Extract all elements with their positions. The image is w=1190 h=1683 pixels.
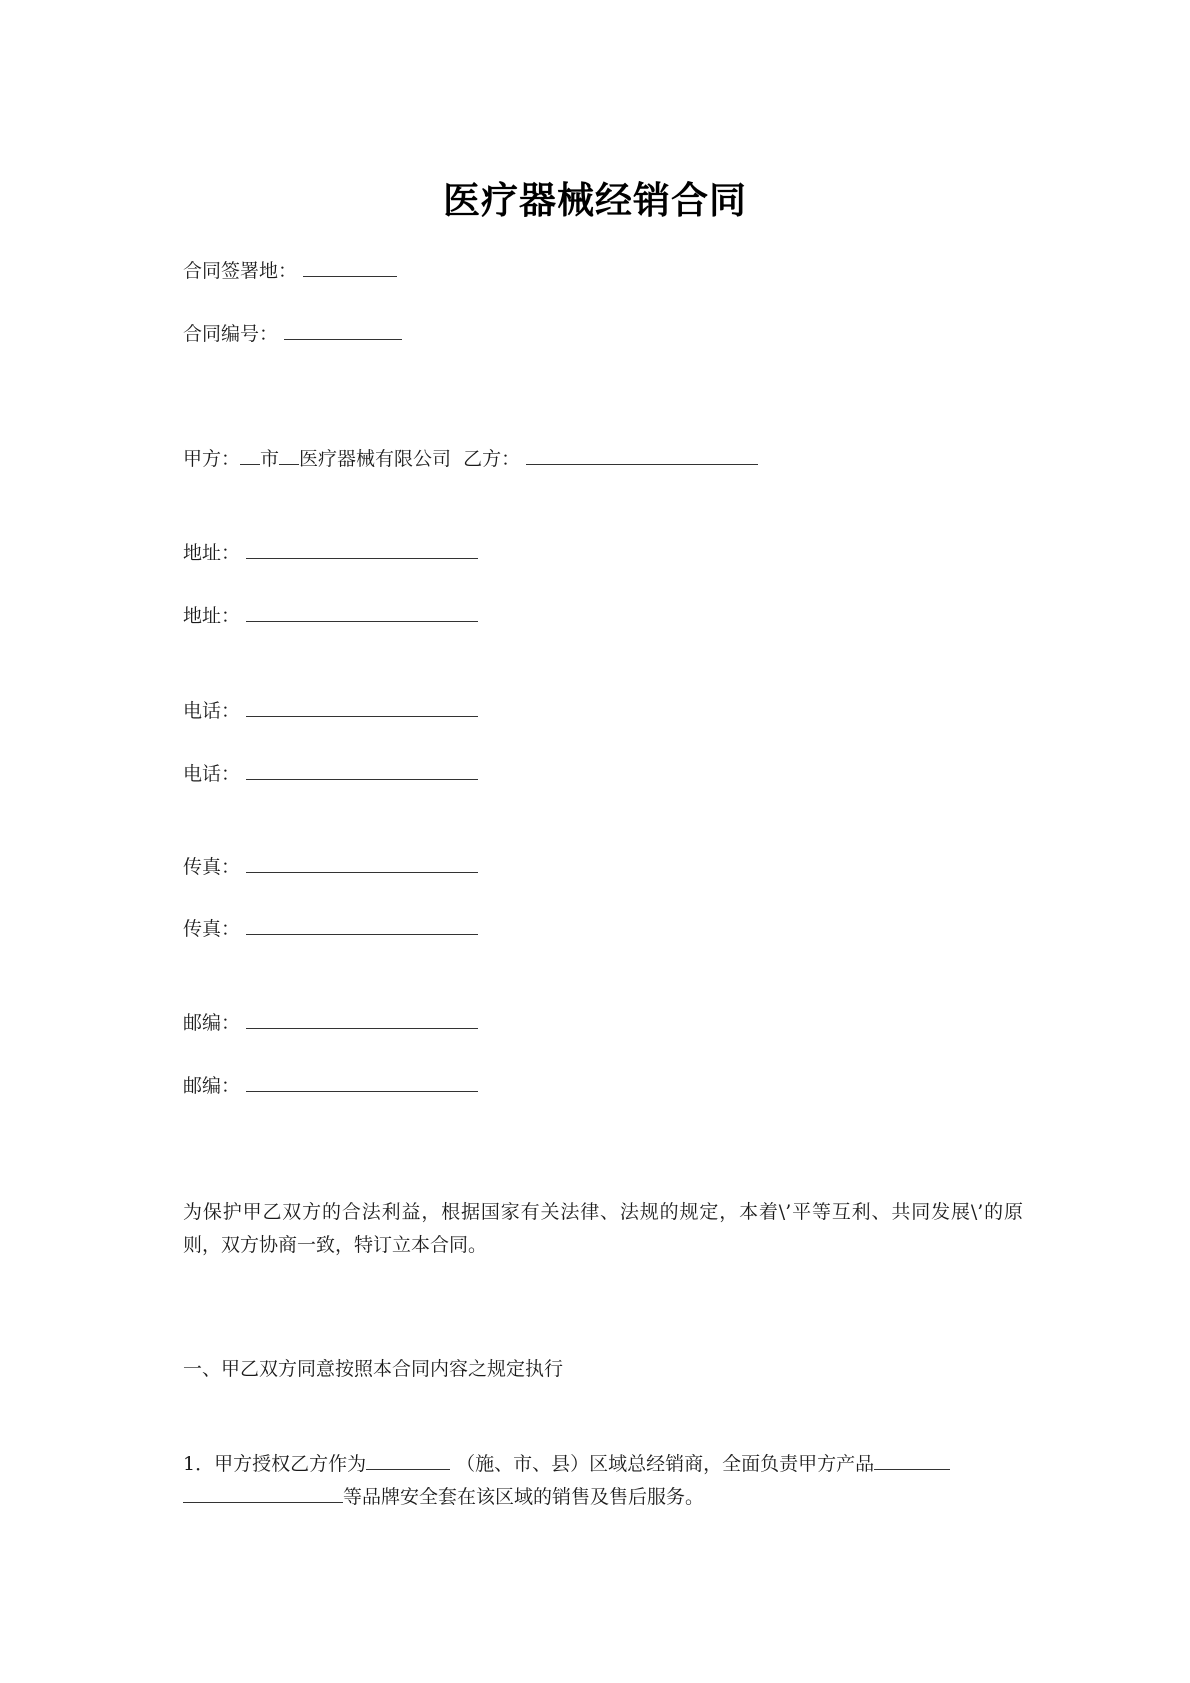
document-title: 医疗器械经销合同 [443, 178, 747, 222]
party-a-blank-2[interactable] [279, 446, 299, 465]
postcode-field-b [183, 1073, 478, 1098]
address-label: 地址： [183, 605, 241, 627]
phone-field-a [183, 698, 478, 723]
clause-1-product-blank[interactable] [183, 1484, 343, 1503]
address-label: 地址： [183, 542, 241, 564]
party-b-blank[interactable] [526, 446, 758, 465]
phone-label: 电话： [183, 763, 241, 785]
contract-number-label: 合同编号： [183, 323, 279, 345]
party-a-city: 市 [260, 448, 280, 470]
postcode-label: 邮编： [183, 1075, 241, 1097]
phone-blank[interactable] [246, 761, 478, 780]
parties-line [183, 446, 758, 471]
clause-1 [183, 1448, 1023, 1514]
address-field-a [183, 540, 478, 565]
clause-1-product-blank-a[interactable] [874, 1451, 950, 1470]
party-b-label: 乙方： [463, 448, 521, 470]
address-field-b [183, 603, 478, 628]
signing-place-field [183, 258, 397, 283]
fax-blank[interactable] [246, 916, 478, 935]
postcode-label: 邮编： [183, 1012, 241, 1034]
postcode-blank[interactable] [246, 1073, 478, 1092]
fax-label: 传真： [183, 918, 241, 940]
fax-blank[interactable] [246, 854, 478, 873]
postcode-blank[interactable] [246, 1010, 478, 1029]
section-1-heading: 一、甲乙双方同意按照本合同内容之规定执行 [183, 1358, 564, 1380]
clause-1-text-b: （施、市、县）区域总经销商，全面负责甲方产品 [456, 1453, 875, 1475]
preamble-paragraph: 为保护甲乙双方的合法利益，根据国家有关法律、法规的规定，本着\’平等互利、共同发展\’的原则，双方协商一致，特订立本合同。 [183, 1201, 1023, 1256]
clause-1-text-c: 等品牌安全套在该区域的销售及售后服务。 [343, 1486, 705, 1508]
party-a-blank-1[interactable] [240, 446, 260, 465]
contract-number-field [183, 321, 402, 346]
postcode-field-a [183, 1010, 478, 1035]
phone-blank[interactable] [246, 698, 478, 717]
fax-label: 传真： [183, 856, 241, 878]
signing-place-label: 合同签署地： [183, 260, 298, 282]
clause-1-text-a: 1．甲方授权乙方作为 [183, 1453, 367, 1475]
address-blank[interactable] [246, 603, 478, 622]
contract-number-blank[interactable] [284, 321, 402, 340]
phone-field-b [183, 761, 478, 786]
phone-label: 电话： [183, 700, 241, 722]
signing-place-blank[interactable] [303, 258, 397, 277]
fax-field-a [183, 854, 478, 879]
fax-field-b [183, 916, 478, 941]
party-a-company: 医疗器械有限公司 [299, 448, 452, 470]
address-blank[interactable] [246, 540, 478, 559]
clause-1-region-blank[interactable] [366, 1451, 450, 1470]
party-a-label: 甲方： [183, 448, 241, 470]
